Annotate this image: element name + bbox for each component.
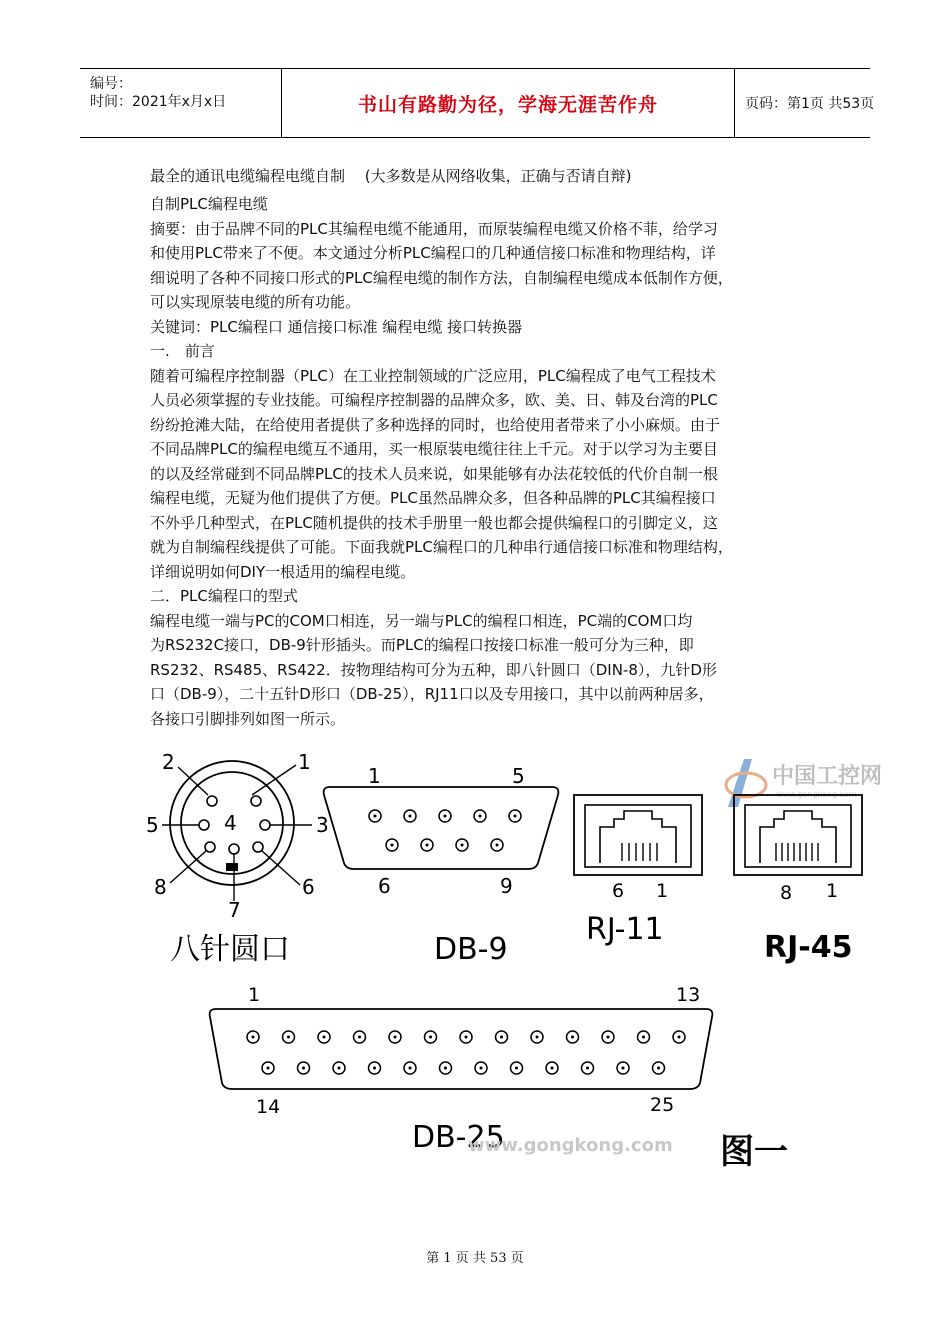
din8-pin-1	[251, 796, 261, 806]
db25-label-1: 1	[248, 984, 261, 1006]
watermark-url-small: www.gongkong.com	[776, 790, 857, 799]
figure-label: 图一	[720, 1132, 788, 1172]
din8-pin-8	[205, 842, 215, 852]
body-line: 不同品牌PLC的编程电缆互不通用，买一根原装电缆往往上千元。对于以学习为主要目	[150, 440, 718, 458]
rj45-connector	[734, 795, 862, 965]
db9-label-1: 1	[368, 764, 381, 788]
logo-mark-icon	[728, 759, 752, 807]
header-meta-cell	[80, 69, 282, 137]
body-line: 详细说明如何DIY一根适用的编程电缆。	[150, 562, 416, 581]
rj11-outer	[574, 795, 702, 875]
din8-label-4: 4	[224, 811, 237, 835]
db25-pins	[247, 1031, 685, 1074]
body-line: 编程电缆，无疑为他们提供了方便。PLC虽然品牌众多，但各种品牌的PLC其编程接口	[150, 489, 716, 507]
body-line: 细说明了各种不同接口形式的PLC编程电缆的制作方法，自制编程电缆成本低制作方便，	[150, 268, 733, 287]
rj11-caption: RJ-11	[586, 912, 664, 947]
db9-connector	[324, 764, 559, 967]
body-line: 口（DB-9），二十五针D形口（DB-25），RJ11口以及专用接口，其中以前两种居多，	[150, 685, 714, 703]
rj11-jack-outline	[600, 811, 676, 863]
din8-leader-6	[262, 851, 300, 885]
body-line: 编程电缆一端与PC的COM口相连，另一端与PLC的编程口相连，PC端的COM口均	[150, 611, 693, 630]
document-header	[80, 68, 875, 138]
body-line: 纷纷抢滩大陆，在给使用者提供了多种选择的同时，也给使用者带来了小小麻烦。由于	[150, 415, 721, 434]
body-line: 各接口引脚排列如图一所示。	[150, 709, 346, 728]
db25-label-14: 14	[256, 1096, 281, 1118]
din8-label-6: 6	[302, 875, 315, 899]
db25-label-25: 25	[650, 1094, 675, 1116]
din8-pin-7	[229, 844, 239, 854]
db25-label-13: 13	[676, 984, 701, 1006]
rj45-label-1: 1	[826, 880, 839, 902]
rj45-label-8: 8	[780, 882, 793, 904]
body-line: 关键词：PLC编程口 通信接口标准 编程电缆 接口转换器	[150, 317, 523, 336]
header-motto-cell	[282, 69, 735, 137]
watermark-brand: 中国工控网	[772, 764, 883, 789]
db9-caption: DB-9	[434, 932, 508, 967]
din8-key-notch	[226, 863, 238, 871]
db25-caption: DB-25	[412, 1120, 505, 1155]
body-line: 自制PLC编程电缆	[150, 195, 268, 213]
connector-pinout-figure	[140, 745, 883, 1175]
db9-label-9: 9	[500, 874, 513, 898]
din8-label-3: 3	[316, 813, 329, 837]
din8-label-8: 8	[154, 875, 167, 899]
din8-label-5: 5	[146, 813, 159, 837]
db25-shell	[210, 1009, 713, 1089]
rj11-contacts	[622, 843, 657, 861]
db9-pin-row-bottom	[386, 839, 503, 851]
rj11-label-1: 1	[656, 880, 669, 902]
body-line: 最全的通讯电缆编程电缆自制 (大多数是从网络收集，正确与否请自辩)	[150, 167, 632, 185]
rj11-inner	[585, 805, 691, 867]
db9-shell	[324, 787, 559, 869]
din8-caption: 八针圆口	[170, 932, 290, 967]
din8-leader-8	[170, 851, 206, 883]
header-motto: 书山有路勤为径，学海无涯苦作舟	[357, 93, 658, 116]
document-number-label: 编号：	[90, 76, 132, 92]
body-line: 的以及经常碰到不同品牌PLC的技术人员来说，如果能够有办法花较低的代价自制一根	[150, 464, 718, 483]
db9-label-5: 5	[512, 764, 525, 788]
body-line: 摘要：由于品牌不同的PLC其编程电缆不能通用，而原装编程电缆又价格不菲，给学习	[150, 219, 718, 238]
din8-label-1: 1	[298, 750, 311, 774]
rj45-inner	[745, 805, 851, 867]
body-line: 二．PLC编程口的型式	[150, 587, 298, 605]
watermark-url: www.gongkong.com	[468, 1135, 673, 1156]
din8-connector	[146, 750, 329, 967]
body-line: 人员必须掌握的专业技能。可编程序控制器的品牌众多，欧、美、日、韩及台湾的PLC	[150, 391, 718, 409]
body-line: 可以实现原装电缆的所有功能。	[150, 293, 361, 311]
gongkong-watermark-logo	[726, 759, 882, 807]
page-footer: 第 1 页 共 53 页	[426, 1251, 524, 1266]
header-page-cell	[735, 69, 875, 137]
din8-pin-2	[207, 796, 217, 806]
header-page-info: 页码：第1页 共53页	[745, 96, 875, 112]
din8-pin-6	[253, 842, 263, 852]
db9-label-6: 6	[378, 874, 391, 898]
rj45-contacts	[776, 843, 818, 861]
document-time-label: 时间：2021年x月x日	[90, 94, 227, 110]
rj45-outer	[734, 795, 862, 875]
body-line: 就为自制编程线提供了可能。下面我就PLC编程口的几种串行通信接口标准和物理结构，	[150, 538, 733, 556]
body-line: 不外乎几种型式，在PLC随机提供的技术手册里一般也都会提供编程口的引脚定义，这	[150, 513, 718, 532]
din8-pin-5	[199, 820, 209, 830]
body-line: 一. 前言	[150, 342, 215, 360]
rj45-jack-outline	[760, 811, 836, 863]
db25-connector	[210, 984, 713, 1155]
body-line: RS232、RS485、RS422．按物理结构可分为五种，即八针圆口（DIN-8），九针D形	[150, 660, 717, 679]
body-line: 和使用PLC带来了不便。本文通过分析PLC编程口的几种通信接口标准和物理结构，详	[150, 244, 716, 262]
rj11-label-6: 6	[612, 880, 625, 902]
din8-label-7: 7	[228, 898, 241, 922]
body-line: 为RS232C接口，DB-9针形插头。而PLC的编程口按接口标准一般可分为三种，即	[150, 636, 694, 654]
rj11-connector	[574, 795, 702, 947]
body-line: 随着可编程序控制器（PLC）在工业控制领域的广泛应用，PLC编程成了电气工程技术	[150, 366, 716, 385]
rj45-caption: RJ-45	[764, 930, 853, 965]
din8-pin-3	[260, 820, 270, 830]
din8-label-2: 2	[162, 750, 175, 774]
pinout-diagram	[140, 745, 883, 1175]
article-body	[150, 164, 805, 731]
